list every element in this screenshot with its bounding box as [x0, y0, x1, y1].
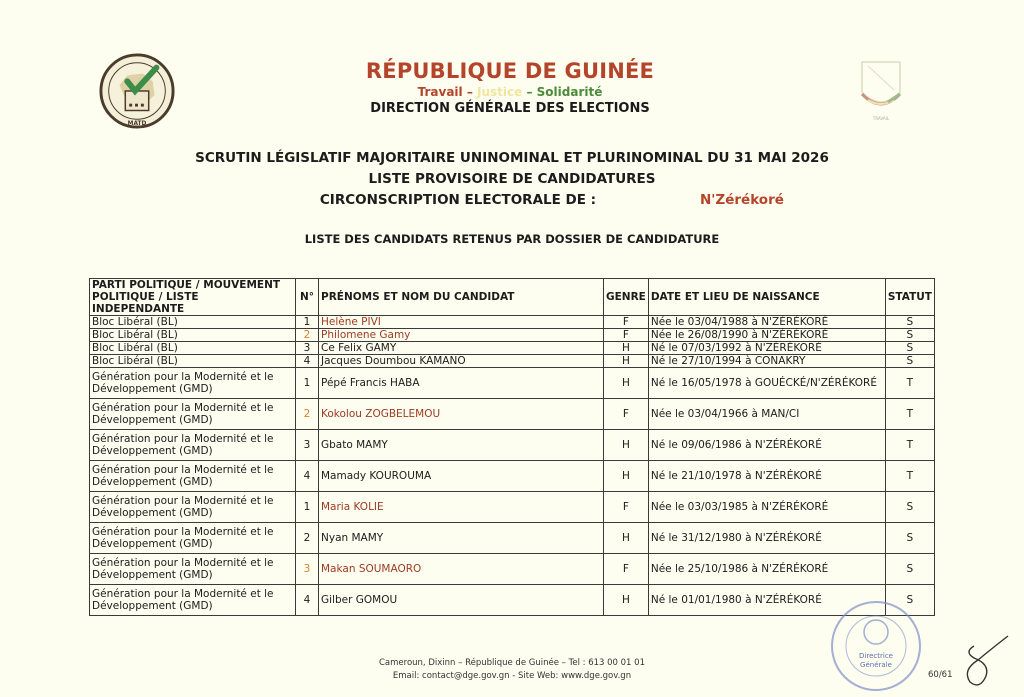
cell-statut: S: [885, 492, 934, 523]
candidates-table: [89, 278, 935, 616]
cell-statut: S: [885, 329, 934, 342]
cell-date: Née le 25/10/1986 à N'ZÉRÉKORÉ: [648, 554, 885, 585]
election-title: SCRUTIN LÉGISLATIF MAJORITAIRE UNINOMINAL ET PLURINOMINAL DU 31 MAI 2026: [195, 150, 829, 166]
cell-name: Maria KOLIE: [319, 492, 604, 523]
header-num: N°: [296, 279, 319, 316]
signature-icon: [960, 630, 1012, 690]
cell-genre: F: [604, 554, 649, 585]
cell-party: Génération pour la Modernité et le Développement (GMD): [90, 523, 296, 554]
footer-address: Cameroun, Dixinn – République de Guinée – Tel : 613 00 01 01: [379, 658, 645, 668]
cell-date: Né le 07/03/1992 à N'ZÉRÉKORÉ: [648, 342, 885, 355]
cell-party: Bloc Libéral (BL): [90, 316, 296, 329]
cell-date: Née le 03/04/1988 à N'ZÉRÉKORÉ: [648, 316, 885, 329]
cell-genre: F: [604, 399, 649, 430]
cell-genre: F: [604, 316, 649, 329]
cell-date: Né le 21/10/1978 à N'ZÉRÉKORÉ: [648, 461, 885, 492]
table-row: [90, 342, 935, 355]
cell-num: 2: [296, 523, 319, 554]
document-header: [300, 58, 720, 118]
cell-num: 2: [296, 329, 319, 342]
table-row: [90, 368, 935, 399]
cell-statut: T: [885, 461, 934, 492]
table-row: [90, 523, 935, 554]
cell-name: Makan SOUMAORO: [319, 554, 604, 585]
cell-name: Philomene Gamy: [319, 329, 604, 342]
cell-name: Mamady KOUROUMA: [319, 461, 604, 492]
stamp-text-2: Générale: [860, 661, 892, 669]
country-title: RÉPUBLIQUE DE GUINÉE: [365, 59, 655, 83]
cell-date: Né le 01/01/1980 à N'ZÉRÉKORÉ: [648, 585, 885, 616]
cell-name: Kokolou ZOGBELEMOU: [319, 399, 604, 430]
cell-genre: H: [604, 461, 649, 492]
motto-solidarite: – Solidarité: [526, 85, 603, 99]
table-row: [90, 430, 935, 461]
cell-name: Jacques Doumbou KAMANO: [319, 355, 604, 368]
cell-party: Bloc Libéral (BL): [90, 355, 296, 368]
cell-date: Née le 03/03/1985 à N'ZÉRÉKORÉ: [648, 492, 885, 523]
table-row: [90, 461, 935, 492]
cell-num: 3: [296, 430, 319, 461]
footer-contact: Email: contact@dge.gov.gn - Site Web: www.dge.gov.gn: [392, 671, 632, 681]
header-party: PARTI POLITIQUE / MOUVEMENT POLITIQUE / LISTE INDEPENDANTE: [90, 279, 296, 316]
cell-name: Nyan MAMY: [319, 523, 604, 554]
cell-num: 2: [296, 399, 319, 430]
table-row: [90, 316, 935, 329]
header-genre: GENRE: [604, 279, 649, 316]
cell-date: Né le 16/05/1978 à GOUÉCKÉ/N'ZÉRÉKORÉ: [648, 368, 885, 399]
cell-name: Helène PIVI: [319, 316, 604, 329]
cell-statut: S: [885, 342, 934, 355]
table-row: [90, 329, 935, 342]
cell-statut: S: [885, 554, 934, 585]
table-row: [90, 399, 935, 430]
cell-genre: H: [604, 342, 649, 355]
cell-num: 3: [296, 342, 319, 355]
cell-num: 4: [296, 585, 319, 616]
cell-genre: H: [604, 523, 649, 554]
cell-party: Génération pour la Modernité et le Développement (GMD): [90, 399, 296, 430]
cell-num: 1: [296, 492, 319, 523]
constituency-value: N'Zérékoré: [700, 192, 784, 208]
cell-party: Génération pour la Modernité et le Développement (GMD): [90, 585, 296, 616]
cell-party: Bloc Libéral (BL): [90, 329, 296, 342]
cell-date: Né le 09/06/1986 à N'ZÉRÉKORÉ: [648, 430, 885, 461]
list-title: LISTE PROVISOIRE DE CANDIDATURES: [368, 171, 656, 187]
cell-statut: T: [885, 399, 934, 430]
cell-statut: S: [885, 316, 934, 329]
page-number: 60/61: [928, 670, 953, 680]
cell-statut: S: [885, 523, 934, 554]
dge-logo-icon: [98, 52, 176, 130]
document-footer: [300, 657, 724, 683]
table-subtitle: LISTE DES CANDIDATS RETENUS PAR DOSSIER DE CANDIDATURE: [304, 232, 720, 246]
cell-party: Génération pour la Modernité et le Développement (GMD): [90, 461, 296, 492]
cell-genre: H: [604, 368, 649, 399]
constituency-line: [150, 190, 874, 211]
motto-travail: Travail –: [417, 85, 473, 99]
cell-genre: H: [604, 585, 649, 616]
cell-genre: F: [604, 492, 649, 523]
constituency-label: CIRCONSCRIPTION ELECTORALE DE :: [319, 192, 597, 208]
logo-label: MATD: [127, 121, 147, 128]
cell-party: Bloc Libéral (BL): [90, 342, 296, 355]
cell-date: Né le 31/12/1980 à N'ZÉRÉKORÉ: [648, 523, 885, 554]
cell-num: 1: [296, 368, 319, 399]
cell-party: Génération pour la Modernité et le Développement (GMD): [90, 554, 296, 585]
table-row: [90, 492, 935, 523]
table-header-row: [90, 279, 935, 316]
cell-genre: H: [604, 355, 649, 368]
cell-genre: H: [604, 430, 649, 461]
cell-party: Génération pour la Modernité et le Développement (GMD): [90, 368, 296, 399]
cell-statut: T: [885, 430, 934, 461]
table-row: [90, 355, 935, 368]
cell-num: 4: [296, 461, 319, 492]
cell-statut: S: [885, 585, 934, 616]
cell-num: 3: [296, 554, 319, 585]
cell-name: Ce Felix GAMY: [319, 342, 604, 355]
cell-date: Née le 03/04/1966 à MAN/CI: [648, 399, 885, 430]
authority-name: DIRECTION GÉNÉRALE DES ELECTIONS: [370, 101, 650, 116]
header-name: PRÉNOMS ET NOM DU CANDIDAT: [319, 279, 604, 316]
cell-name: Gilber GOMOU: [319, 585, 604, 616]
cell-date: Né le 27/10/1994 à CONAKRY: [648, 355, 885, 368]
svg-text:TRAVAIL: TRAVAIL: [872, 116, 890, 121]
cell-date: Née le 26/08/1990 à N'ZÉRÉKORÉ: [648, 329, 885, 342]
cell-num: 1: [296, 316, 319, 329]
stamp-text-1: Directrice: [859, 652, 893, 660]
header-date: DATE ET LIEU DE NAISSANCE: [648, 279, 885, 316]
cell-name: Pépé Francis HABA: [319, 368, 604, 399]
cell-statut: S: [885, 355, 934, 368]
national-motto: [300, 84, 720, 100]
cell-party: Génération pour la Modernité et le Développement (GMD): [90, 492, 296, 523]
coat-of-arms-icon: [848, 52, 914, 124]
cell-statut: T: [885, 368, 934, 399]
official-stamp-icon: [828, 598, 924, 694]
table-row: [90, 554, 935, 585]
cell-party: Génération pour la Modernité et le Développement (GMD): [90, 430, 296, 461]
motto-justice: Justice: [477, 85, 523, 99]
cell-num: 4: [296, 355, 319, 368]
table-row: [90, 585, 935, 616]
document-titles: [150, 148, 874, 211]
cell-genre: F: [604, 329, 649, 342]
cell-name: Gbato MAMY: [319, 430, 604, 461]
header-statut: STATUT: [885, 279, 934, 316]
